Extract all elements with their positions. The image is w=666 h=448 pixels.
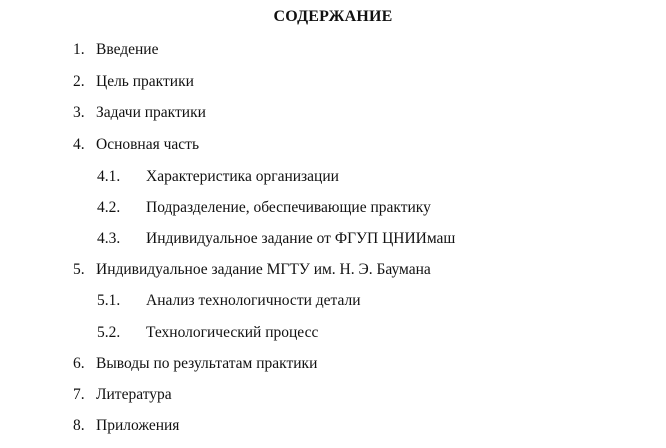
toc-entry-label: Характеристика организации bbox=[146, 168, 339, 185]
toc-entry-label: Выводы по результатам практики bbox=[96, 355, 318, 372]
toc-entry-number: 6. bbox=[73, 355, 85, 372]
toc-entry-label: Литература bbox=[96, 386, 172, 403]
toc-entry-number: 5.2. bbox=[97, 324, 121, 341]
toc-entry-number: 3. bbox=[73, 104, 85, 121]
toc-entry-label: Приложения bbox=[96, 417, 180, 434]
toc-entry-label: Введение bbox=[96, 41, 159, 58]
toc-entry-number: 8. bbox=[73, 417, 85, 434]
toc-entry-label: Цель практики bbox=[96, 73, 194, 90]
toc-title: СОДЕРЖАНИЕ bbox=[273, 8, 393, 25]
toc-entry-number: 2. bbox=[73, 73, 85, 90]
toc-entry-label: Анализ технологичности детали bbox=[146, 292, 361, 309]
toc-entry-number: 4. bbox=[73, 136, 85, 153]
toc-entry-label: Задачи практики bbox=[96, 104, 206, 121]
toc-entry-label: Индивидуальное задание МГТУ им. Н. Э. Баумана bbox=[96, 261, 431, 278]
toc-entry-label: Индивидуальное задание от ФГУП ЦНИИмаш bbox=[146, 230, 456, 247]
toc-entry-number: 5. bbox=[73, 261, 85, 278]
toc-entry-number: 5.1. bbox=[97, 292, 121, 309]
toc-entry-number: 1. bbox=[73, 41, 85, 58]
toc-entry-label: Технологический процесс bbox=[146, 324, 319, 341]
toc-entry-number: 7. bbox=[73, 386, 85, 403]
toc-entry-number: 4.3. bbox=[97, 230, 121, 247]
toc-entry-label: Основная часть bbox=[96, 136, 200, 153]
toc-entry-label: Подразделение, обеспечивающие практику bbox=[146, 199, 431, 216]
toc-entry-number: 4.2. bbox=[97, 199, 121, 216]
toc-entry-number: 4.1. bbox=[97, 168, 121, 185]
